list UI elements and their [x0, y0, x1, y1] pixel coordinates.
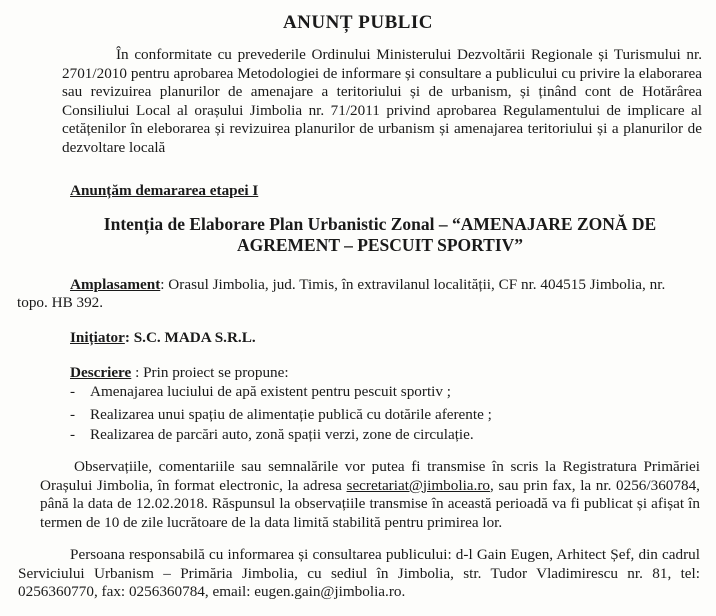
initiator-value: : S.C. MADA S.R.L.: [124, 329, 256, 346]
location-text-line1: : Orasul Jimbolia, jud. Timis, în extravilanul localității, CF nr. 404515 Jimbolia, nr.: [160, 276, 666, 293]
intro-paragraph: [62, 46, 702, 158]
location-label: Amplasament: [70, 276, 161, 293]
description-item: - Realizarea unui spațiu de alimentație publică cu dotările aferente ;: [70, 406, 492, 423]
observations-paragraph: [40, 458, 700, 532]
description-line: [70, 364, 289, 382]
plan-title-line2: AGREMENT – PESCUIT SPORTIV”: [236, 235, 524, 255]
initiator-label: Inițiator: [70, 329, 125, 346]
description-item: - Realizarea de parcări auto, zonă spații verzi, zone de circulație.: [70, 426, 474, 443]
contact-text: Persoana responsabilă cu informarea și consultarea publicului: d-l Gain Eugen, Arhitect Șef, din cadrul Serviciului Urbanism – Primăria Jimbolia, cu sediul în Jimbolia, str. Tudor Vladimirescu nr. 81, tel: 0256360770, fax: 0256360784, email: eugen.gain@jimbolia.ro.: [18, 546, 700, 601]
intro-text: În conformitate cu prevederile Ordinului Ministerului Dezvoltării Regionale și Turismului nr. 2701/2010 pentru aprobarea Metodologiei de informare și consultare a publicului cu privire la elaborarea sau revizuirea planurilor de amenajare a teritoriului și de urbanism, și ținând cont de Hotărârea Consiliului Local al orașului Jimbolia nr. 71/2011 privind aprobarea Regulamentului de implicare al cetățenilor în eleborarea și revizuirea planurilor de urbanism și amenajarea teritoriului și a planurilor de dezvoltare locală: [62, 46, 702, 156]
secretariat-email-link[interactable]: secretariat@jimbolia.ro: [346, 476, 490, 494]
location-line: [70, 276, 710, 294]
observations-text-before: Observațiile, comentariile sau semnalările vor putea fi transmise în scris la Registratura Primăriei Orașului Jimbolia, în format electronic, la adresa: [40, 458, 700, 494]
observations-text-after: , sau prin fax, la nr. 0256/360784, până la data de 12.02.2018. Răspunsul la observațiile transmise în această perioadă va fi publicat și afișat în termen de 10 de zile lucrătoare de la data limită stabilită pentru primirea lor.: [40, 476, 700, 531]
description-intro: : Prin proiect se propune:: [131, 364, 289, 381]
description-label: Descriere: [70, 364, 132, 381]
notice-title: ANUNȚ PUBLIC: [282, 12, 434, 33]
description-item: - Amenajarea luciului de apă existent pentru pescuit sportiv ;: [70, 383, 452, 400]
stage-heading: Anunțăm demararea etapei I: [70, 182, 259, 199]
plan-title: [70, 214, 690, 256]
location-text-line2: topo. HB 392.: [17, 294, 104, 311]
contact-paragraph: [18, 546, 700, 602]
plan-title-line1: Intenția de Elaborare Plan Urbanistic Zonal – “AMENAJARE ZONĂ DE: [103, 214, 657, 234]
initiator-line: [70, 329, 256, 347]
